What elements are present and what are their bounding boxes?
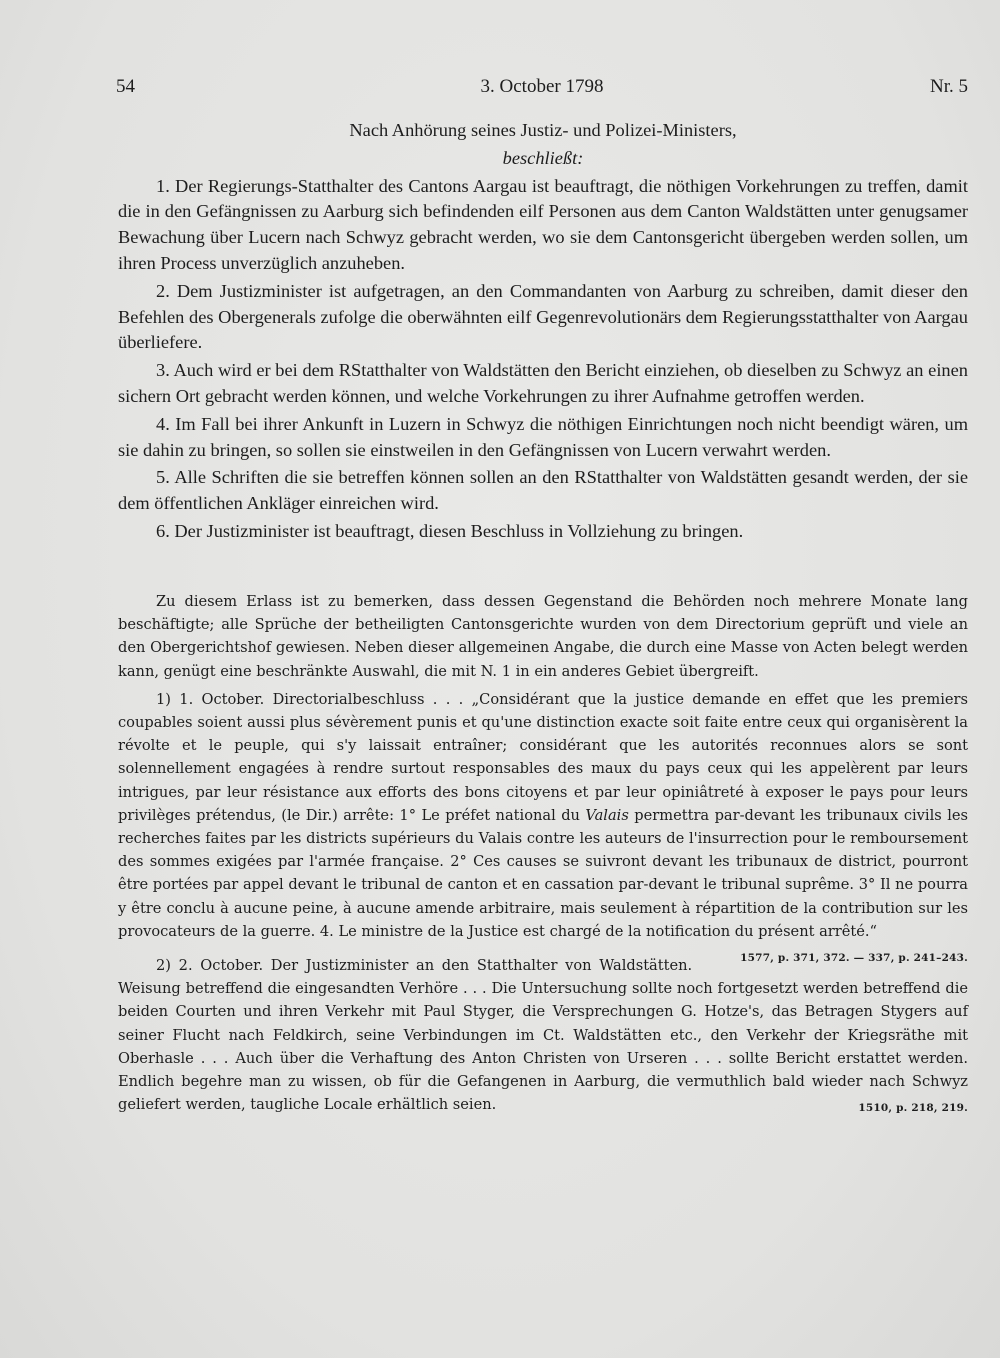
decree-article-3: 3. Auch wird er bei dem RStatthalter von Waldstätten den Bericht einziehen, ob dieselben zu Schwyz an einen sichern Ort gebracht werden können, und welche Vorkehrungen zu ihrer Aufnahme getroffen werden. bbox=[118, 360, 968, 406]
note-1-text-a: 1) 1. October. Directorialbeschluss . . . „Considérant que la justice demande en effet que les premiers coupables soient aussi plus sévèrement punis et qu'une distinction exacte soit faite entre ceux qui organisèrent la révolte et le peuple, qui s'y laissait entraîner; considérant que les autorités reconnues alors se sont solennellement engagées à rendre surtout responsables des maux du pays ceux qui les appelèrent par leurs intrigues, par leur résistance aux efforts des bons citoyens et par leur opiniâtreté à exposer le pays pour leurs privilèges prétendus, (le Dir.) arrête: 1° Le préfet national du bbox=[118, 690, 968, 824]
decree-verb: beschließt: bbox=[502, 147, 584, 168]
decree-article-6: 6. Der Justizminister ist beauftragt, diesen Beschluss in Vollziehung zu bringen. bbox=[156, 520, 744, 541]
page-number: 54 bbox=[116, 76, 135, 97]
intro-line: Nach Anhörung seines Justiz- und Polizei-Ministers, bbox=[349, 120, 737, 140]
decree-article-5: 5. Alle Schriften die sie betreffen können sollen an den RStatthalter von Waldstätten gesandt werden, der sie dem öffentlichen Ankläger einreichen wird. bbox=[118, 467, 968, 514]
header-date: 3. October 1798 bbox=[480, 76, 604, 97]
decree-article-4: 4. Im Fall bei ihrer Ankunft in Luzern in Schwyz die nöthigen Einrichtungen noch nicht beendigt wären, um sie dahin zu bringen, so sollen sie einstweilen in den Gefängnissen von Lucern verwahrt werden. bbox=[118, 413, 968, 460]
note-1 bbox=[118, 688, 968, 965]
note-2-text: 2) 2. October. Der Justizminister an den Statthalter von Waldstätten. Weisung betreffend die eingesandten Verhöre . . . Die Untersuchung sollte noch fortgesetzt werden betreffend die beiden Courten und ihren Verkehr mit Paul Styger, die Versprechungen G. Hotze's, das Betragen Stygers auf seiner Flucht nach Feldkirch, seine Verbindungen im Ct. Waldstätten etc., den Verkehr der Kriegsräthe mit Oberhasle . . . Auch über die Verhaftung des Anton Christen von Urseren . . . sollte Bericht erstattet werden. Endlich begehre man zu wissen, ob für die Gefangenen in Aarburg, die vermuthlich bald wieder nach Schwyz geliefert werden, taugliche Locale erhältlich seien. bbox=[118, 957, 968, 1114]
decree-article-2: 2. Dem Justizminister ist aufgetragen, an den Commandanten von Aarburg zu schreiben, damit dieser den Befehlen des Obergenerals zufolge die oberwähnten eilf Gegenrevolutionärs dem Regierungsstatthalter von Aargau überliefere. bbox=[118, 280, 968, 353]
note-2-reference: 1510, p. 218, 219. bbox=[858, 1102, 968, 1115]
editorial-notes bbox=[118, 590, 968, 1121]
note-1-reference: 1577, p. 371, 372. — 337, p. 241–243. bbox=[740, 952, 968, 965]
note-1-italic: Valais bbox=[585, 806, 629, 824]
note-2 bbox=[118, 954, 968, 1116]
note-1-text-b: permettra par-devant les tribunaux civils les recherches faites par les districts supérieurs du Valais contre les auteurs de l'insurrection pour le remboursement des sommes exigées par l'armée française. 2° Ces causes se suivront devant les tribunaux de district, pourront être portées par appel devant le tribunal de canton et en cassation par-devant le tribunal suprême. 3° Il ne pourra y être conclu à aucune peine, à aucune amende arbitraire, mais seulement à répartition de la contribution sur les provocateurs de la guerre. 4. Le ministre de la Justice est chargé de la notification du présent arrêté.“ bbox=[118, 806, 968, 940]
decree-body bbox=[118, 118, 968, 547]
notes-intro: Zu diesem Erlass ist zu bemerken, dass dessen Gegenstand die Behörden noch mehrere Monate lang beschäftigte; alle Sprüche der betheiligten Cantonsgerichte wurden von dem Directorium geprüft und viele an den Obergerichtshof gewiesen. Neben dieser allgemeinen Angabe, die durch eine Masse von Acten belegt werden kann, genügt eine beschränkte Auswahl, die mit N. 1 in ein anderes Gebiet übergreift. bbox=[118, 593, 968, 680]
issue-number: Nr. 5 bbox=[930, 76, 968, 97]
running-header bbox=[116, 76, 968, 102]
decree-article-1: 1. Der Regierungs-Statthalter des Cantons Aargau ist beauftragt, die nöthigen Vorkehrungen zu treffen, damit die in den Gefängnissen zu Aarburg sich befindenden eilf Personen aus dem Canton Waldstätten unter genugsamer Bewachung über Lucern nach Schwyz gebracht werden, wo sie dem Cantonsgericht übergeben werden sollen, um ihren Process unverzüglich anzuheben. bbox=[118, 175, 968, 273]
